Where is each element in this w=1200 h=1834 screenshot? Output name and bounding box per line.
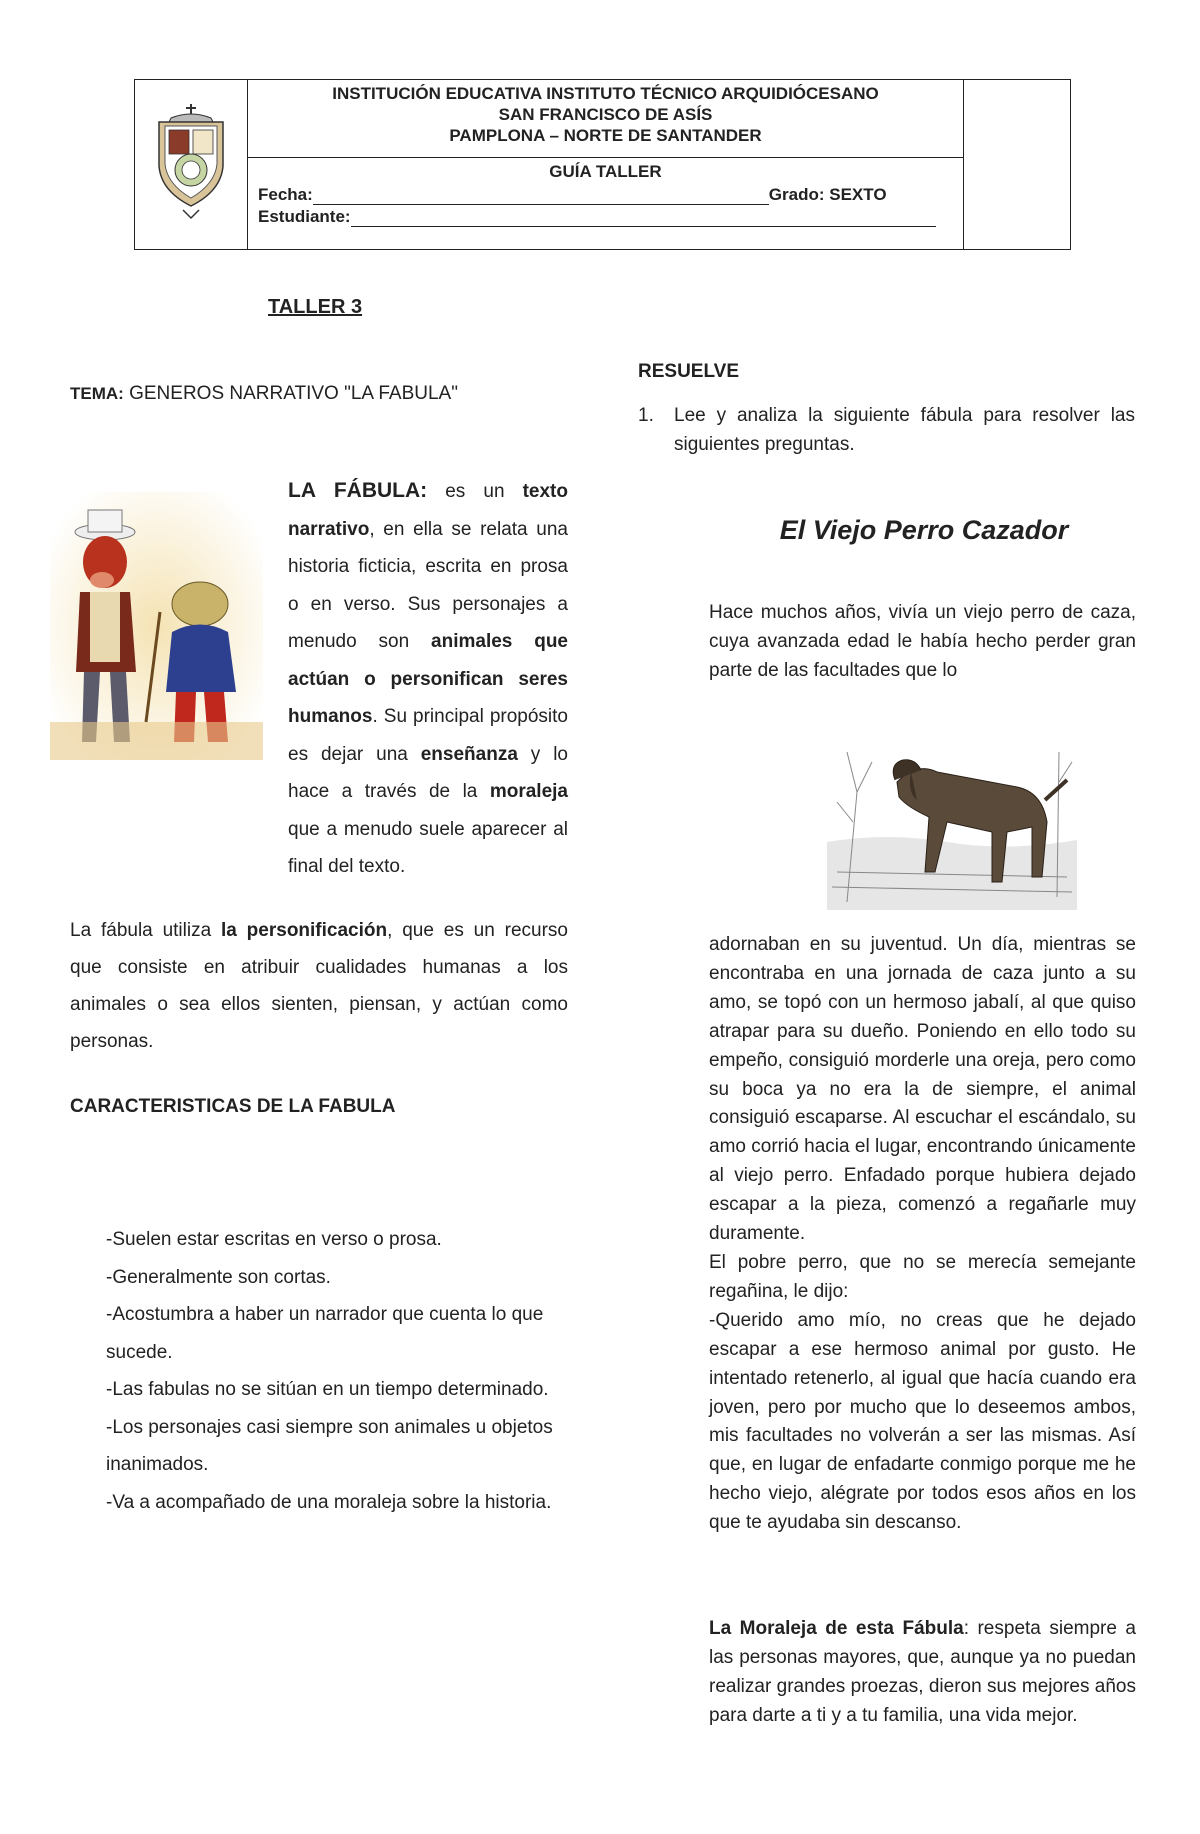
header-right-cell: [963, 80, 1070, 249]
student-field[interactable]: [351, 210, 936, 227]
topic-text: GENEROS NARRATIVO "LA FABULA": [123, 383, 458, 404]
topic-label: TEMA:: [70, 384, 124, 403]
moral-paragraph: [709, 1614, 1136, 1730]
topic-line: [70, 383, 458, 405]
date-grade-row: [258, 185, 887, 205]
question-text: Lee y analiza la siguiente fábula para resolver las siguientes preguntas.: [674, 405, 1135, 455]
grade-label: Grado: SEXTO: [768, 185, 887, 204]
story-paragraph-2a: adornaban en su juventud. Un día, mientras se encontraba en una jornada de caza junto a su amo, se topó con un hermoso jabalí, al que quiso atrapar para su dueño. Poniendo en ello todo su empeño, consiguió morderle una oreja, pero como su boca ya no era la de siempre, el animal consiguió escaparse. Al escuchar el escándalo, su amo corrió hacia el lugar, encontrando únicamente al viejo perro. Enfadado porque hubiera dejado escapar a la pieza, comenzó a regañarle muy duramente.: [709, 934, 1136, 1245]
date-field[interactable]: [313, 188, 769, 205]
fable-text-5: que a menudo suele aparecer al final del texto.: [288, 818, 568, 877]
fable-bold-3: enseñanza: [420, 743, 518, 765]
date-label: Fecha:: [258, 185, 313, 204]
fable-text-2: , en ella se relata una historia ficticia, escrita en prosa o en verso. Sus personajes a menudo son: [288, 518, 568, 652]
list-item: -Va a acompañado de una moraleja sobre la historia.: [106, 1491, 552, 1513]
hunting-dog-illustration: [827, 692, 1077, 910]
fable-illustration: [50, 492, 263, 760]
institution-line-3: PAMPLONA – NORTE DE SANTANDER: [449, 126, 762, 145]
institution-name: [248, 80, 963, 158]
characteristics-list: [106, 1221, 572, 1521]
list-item: -Los personajes casi siempre son animales u objetos inanimados.: [106, 1416, 553, 1475]
fable-definition-title: LA FÁBULA:: [288, 479, 428, 502]
personification-paragraph: [70, 912, 568, 1060]
fable-text-3: . Su principal propósito es dejar una: [288, 706, 568, 765]
story-title: El Viejo Perro Cazador: [779, 515, 1069, 545]
personification-text-2: , que es un recurso que consiste en atribuir cualidades humanas a los animales o sea ellos sienten, piensan, y actúan como personas.: [70, 920, 568, 1052]
list-item: -Las fabulas no se sitúan en un tiempo determinado.: [106, 1379, 549, 1400]
moral-label: La Moraleja de esta Fábula: [709, 1618, 964, 1639]
school-crest-cell: [135, 80, 248, 249]
institution-line-2: SAN FRANCISCO DE ASÍS: [498, 105, 713, 124]
story-paragraph-2b: El pobre perro, que no se merecía semejante regañina, le dijo:: [709, 1251, 1136, 1302]
fable-text-1: es un: [427, 481, 523, 502]
question-number: 1.: [638, 405, 654, 426]
student-row: [258, 207, 936, 227]
fable-bold-4: moraleja: [489, 781, 568, 802]
fable-bold-1: texto narrativo: [288, 481, 568, 540]
list-item: -Suelen estar escritas en verso o prosa.: [106, 1229, 442, 1250]
list-item: -Acostumbra a haber un narrador que cuenta lo que sucede.: [106, 1304, 544, 1363]
list-item: -Generalmente son cortas.: [106, 1266, 331, 1288]
story-paragraph-2c: -Querido amo mío, no creas que he dejado escapar a ese hermoso animal por gusto. He intentado retenerlo, al igual que hacía cuando era joven, pero por mucho que lo deseemos ambos, mis facultades no volverán a ser las mismas. Así que, en lugar de enfadarte conmigo porque me he hecho viejo, alégrate por todos esos años en los que te ayudaba sin descanso.: [709, 1309, 1136, 1534]
fable-bold-2: animales que actúan o personifican seres humanos: [288, 631, 568, 727]
resolve-heading: RESUELVE: [638, 361, 740, 382]
guide-title: GUÍA TALLER: [549, 162, 662, 181]
fable-text-4: y lo hace a través de la: [288, 743, 568, 802]
student-label: Estudiante:: [258, 207, 351, 226]
question-1: [638, 401, 1135, 459]
school-crest-icon: [135, 80, 248, 249]
personification-text-1: La fábula utiliza: [70, 920, 221, 941]
personification-bold: la personificación: [221, 920, 388, 941]
header-title-block: [248, 80, 963, 249]
workshop-title: TALLER 3: [268, 296, 363, 318]
story-paragraph-1: Hace muchos años, vivía un viejo perro de caza, cuya avanzada edad le había hecho perder gran parte de las facultades que lo: [709, 602, 1136, 681]
header-table: [134, 79, 1071, 250]
story-paragraph-2: [709, 931, 1136, 1538]
institution-line-1: INSTITUCIÓN EDUCATIVA INSTITUTO TÉCNICO ARQUIDIÓCESANO: [332, 84, 879, 103]
fable-definition: [288, 472, 568, 886]
characteristics-title: CARACTERISTICAS DE LA FABULA: [70, 1096, 396, 1117]
moral-text: : respeta siempre a las personas mayores, que, aunque ya no puedan realizar grandes proezas, dieron sus mejores años para darte a ti y a tu familia, una vida mejor.: [709, 1618, 1136, 1726]
